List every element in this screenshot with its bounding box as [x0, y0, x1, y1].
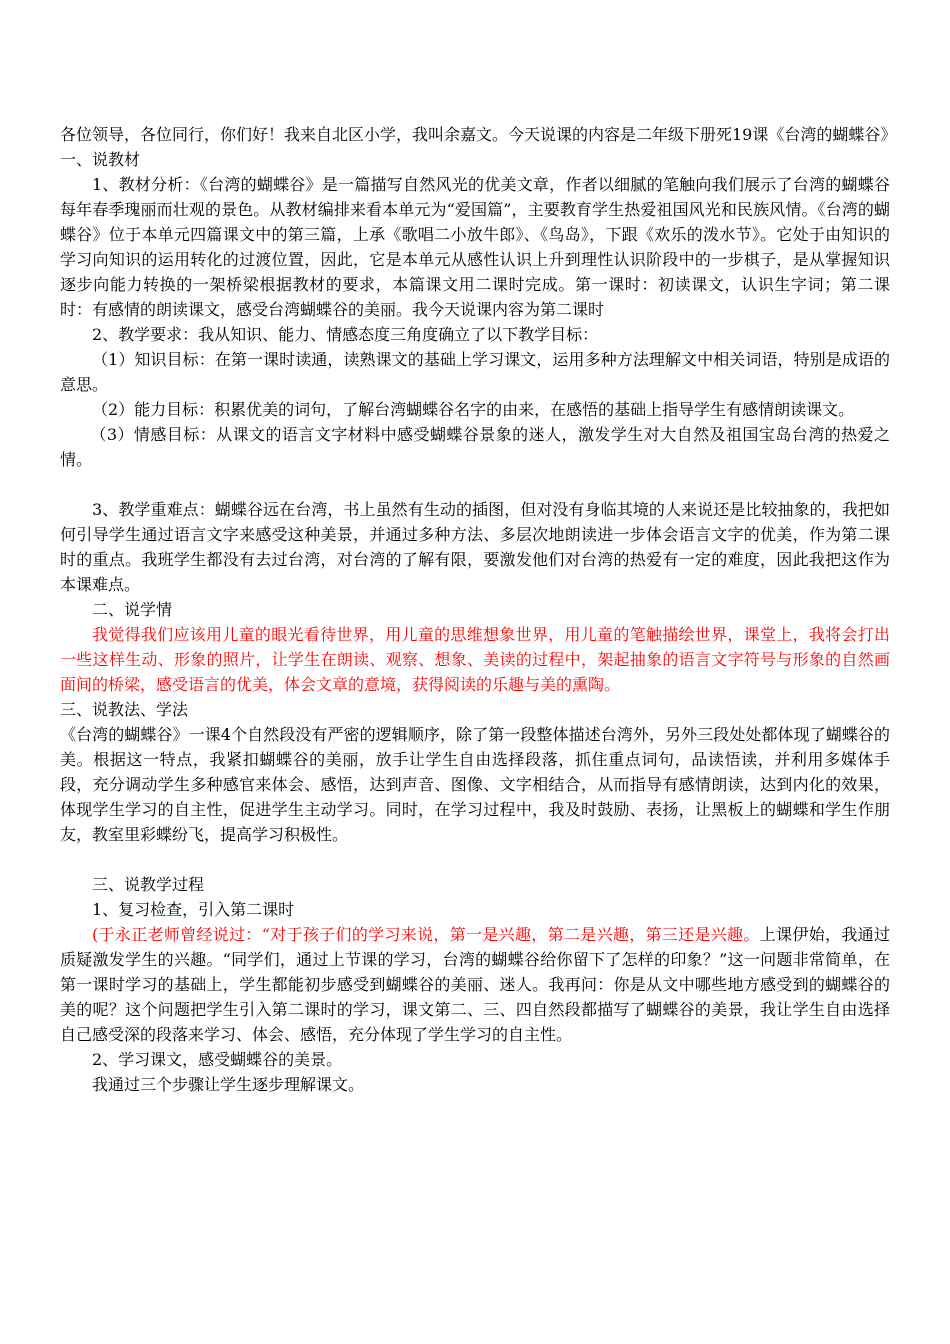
section-heading-teaching-process: 三、说教学过程 — [92, 875, 205, 894]
blank-line — [60, 472, 890, 497]
knowledge-goal-paragraph: （1）知识目标：在第一课时读通，读熟课文的基础上学习课文，运用多种方法理解文中相关词语，特别是成语的意思。 — [60, 350, 890, 394]
methods-paragraph: 《台湾的蝴蝶谷》一课4个自然段没有严密的逻辑顺序，除了第一段整体描述台湾外，另外三段处处都体现了蝴蝶谷的美。根据这一特点，我紧扣蝴蝶谷的美丽，放手让学生自由选择段落，抓住重点词句，品读悟读，并利用多媒体手段，充分调动学生多种感官来体会、感悟，达到声音、图像、文字相结合，从而指导有感情朗读，达到内化的效果，体现学生学习的自主性，促进学生主动学习。同时，在学习过程中，我及时鼓励、表扬，让黑板上的蝴蝶和学生作朋友，教室里彩蝶纷飞，提高学习积极性。 — [60, 725, 890, 844]
intro-paragraph: 各位领导，各位同行，你们好！我来自北区小学，我叫余嘉文。今天说课的内容是二年级下册死19课《台湾的蝴蝶谷》 — [60, 125, 897, 144]
blank-line — [60, 847, 890, 872]
step-review-heading: 1、复习检查，引入第二课时 — [92, 900, 295, 919]
section-heading-methods: 三、说教法、学法 — [60, 700, 189, 719]
review-paragraph — [60, 922, 890, 1047]
emotion-goal-paragraph: （3）情感目标：从课文的语言文字材料中感受蝴蝶谷景象的迷人，激发学生对大自然及祖国宝岛台湾的热爱之情。 — [60, 425, 890, 469]
document-body — [60, 122, 897, 1097]
key-difficulty-paragraph: 3、教学重难点：蝴蝶谷远在台湾，书上虽然有生动的插图，但对没有身临其境的人来说还是比较抽象的，我把如何引导学生通过语言文字来感受这种美景，并通过多种方法、多层次地朗读进一步体会语言文字的优美，作为第二课时的重点。我班学生都没有去过台湾，对台湾的了解有限，要激发他们对台湾的热爱有一定的难度，因此我把这作为本课难点。 — [60, 500, 890, 594]
three-steps-paragraph: 我通过三个步骤让学生逐步理解课文。 — [92, 1075, 365, 1094]
teaching-requirements-paragraph: 2、教学要求：我从知识、能力、情感态度三角度确立了以下教学目标： — [92, 325, 599, 344]
section-heading-student-situation: 二、说学情 — [92, 600, 173, 619]
student-situation-paragraph: 我觉得我们应该用儿童的眼光看待世界，用儿童的思维想象世界，用儿童的笔触描绘世界，课堂上，我将会打出一些这样生动、形象的照片，让学生在朗读、观察、想象、美读的过程中，架起抽象的语言文字符号与形象的自然画面间的桥梁，感受语言的优美，体会文章的意境，获得阅读的乐趣与美的熏陶。 — [60, 625, 890, 694]
step-study-heading: 2、学习课文，感受蝴蝶谷的美景。 — [92, 1050, 343, 1069]
ability-goal-paragraph: （2）能力目标：积累优美的词句，了解台湾蝴蝶谷名字的由来，在感悟的基础上指导学生有感情朗读课文。 — [92, 400, 855, 419]
section-heading-teaching-material: 一、说教材 — [60, 150, 141, 169]
quote-highlight: (于永正老师曾经说过：“对于孩子们的学习来说，第一是兴趣，第二是兴趣，第三还是兴趣。 — [92, 925, 760, 944]
review-text: 上课伊始，我通过质疑激发学生的兴趣。“同学们，通过上节课的学习，台湾的蝴蝶谷给你留下了怎样的印象？”这一问题非常简单，在第一课时学习的基础上，学生都能初步感受到蝴蝶谷的美丽、迷人。我再问：你是从文中哪些地方感受到的蝴蝶谷的美的呢？这个问题把学生引入第二课时的学习，课文第二、三、四自然段都描写了蝴蝶谷的美景，我让学生自由选择自己感受深的段落来学习、体会、感悟，充分体现了学生学习的自主性。 — [60, 925, 890, 1044]
material-analysis-paragraph: 1、教材分析：《台湾的蝴蝶谷》是一篇描写自然风光的优美文章，作者以细腻的笔触向我们展示了台湾的蝴蝶谷每年春季瑰丽而壮观的景色。从教材编排来看本单元为“爱国篇”，主要教育学生热爱祖国风光和民族风情。《台湾的蝴蝶谷》位于本单元四篇课文中的第三篇，上承《歌唱二小放牛郎》、《鸟岛》，下跟《欢乐的泼水节》。它处于由知识的学习向知识的运用转化的过渡位置，因此，它是本单元从感性认识上升到理性认识阶段中的一步棋子，是从掌握知识逐步向能力转换的一架桥梁根据教材的要求，本篇课文用二课时完成。第一课时：初读课文，认识生字词；第二课时：有感情的朗读课文，感受台湾蝴蝶谷的美丽。我今天说课内容为第二课时 — [60, 175, 890, 319]
